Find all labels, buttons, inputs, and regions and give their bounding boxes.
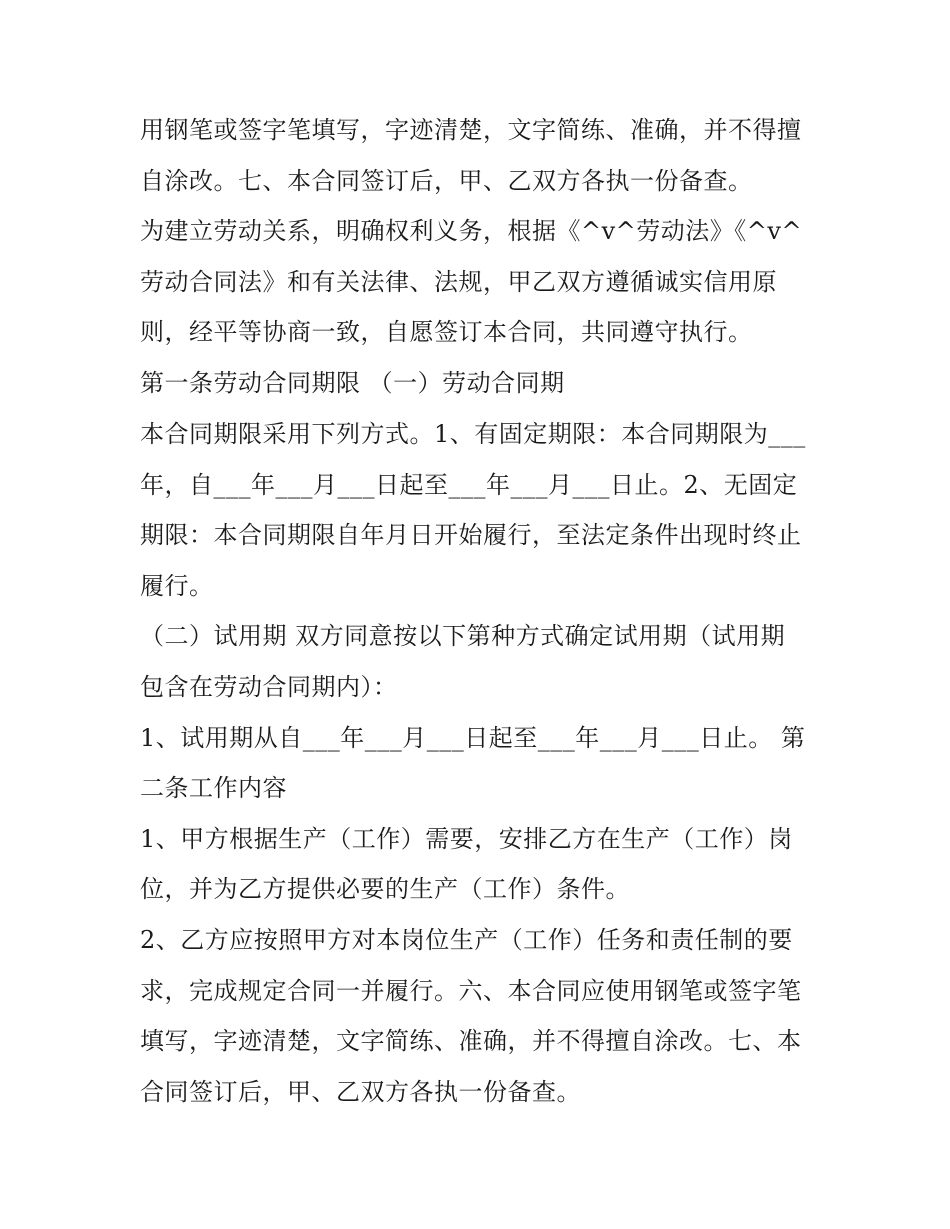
text-line: 合同签订后，甲、乙双方各执一份备查。 xyxy=(140,1078,581,1106)
text-line: 年，自___年___月___日起至___年___月___日止。2、无固定 xyxy=(140,471,798,499)
text-line: 位，并为乙方提供必要的生产（工作）条件。 xyxy=(140,875,630,903)
text-line: 用钢笔或签字笔填写，字迹清楚，文字简练、准确，并不得擅 xyxy=(140,116,802,144)
text-line: 履行。 xyxy=(140,572,214,600)
text-line: 则，经平等协商一致，自愿签订本合同，共同遵守执行。 xyxy=(140,318,753,346)
text-line: 1、甲方根据生产（工作）需要，安排乙方在生产（工作）岗 xyxy=(140,825,793,853)
text-line: 二条工作内容 xyxy=(140,774,287,802)
text-line: 1、试用期从自___年___月___日起至___年___月___日止。 第 xyxy=(140,724,806,752)
text-line: 自涂改。七、本合同签订后，甲、乙双方各执一份备查。 xyxy=(140,167,753,195)
text-line: 2、乙方应按照甲方对本岗位生产（工作）任务和责任制的要 xyxy=(140,926,793,954)
text-line: 为建立劳动关系，明确权利义务，根据《^v^劳动法》《^v^ xyxy=(140,217,803,245)
text-line: 期限：本合同期限自年月日开始履行，至法定条件出现时终止 xyxy=(140,521,802,549)
text-line: 劳动合同法》和有关法律、法规，甲乙双方遵循诚实信用原 xyxy=(140,268,777,296)
text-line: 包含在劳动合同期内）： xyxy=(140,673,398,701)
text-line: （二）试用期 双方同意按以下第种方式确定试用期（试用期 xyxy=(140,622,786,650)
text-line: 本合同期限采用下列方式。1、有固定期限：本合同期限为___ xyxy=(140,420,806,448)
section-heading: 第一条劳动合同期限 （一）劳动合同期 xyxy=(140,369,565,397)
text-line: 求，完成规定合同一并履行。六、本合同应使用钢笔或签字笔 xyxy=(140,977,802,1005)
text-line: 填写，字迹清楚，文字简练、准确，并不得擅自涂改。七、本 xyxy=(140,1027,802,1055)
